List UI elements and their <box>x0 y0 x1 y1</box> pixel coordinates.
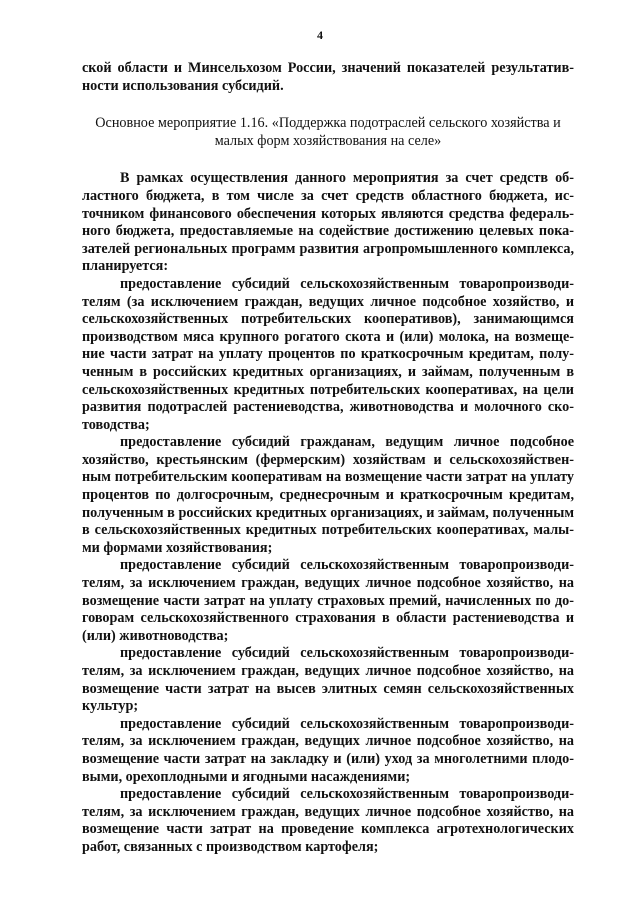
continuation-paragraph: ской области и Минсельхозом России, значений показателей результативности использования субсидий. <box>82 60 574 94</box>
list-item-paragraph: предоставление субсидий гражданам, ведущим личное подсобное хозяйство, крестьянским (фермерским) хозяйствам и сельскохозяйственным потребительским кооперативам на возмещение части затрат на уплату процентов по долгосрочным, среднесрочным и краткосрочным кредитам, полученным в российских кредитных организациях, и займам, полученным в сельскохозяйственных кредитных потребительских кооперативах, малыми формами хозяйствования; <box>82 434 574 556</box>
document-body <box>82 60 574 857</box>
list-item-paragraph: предоставление субсидий сельскохозяйственным товаропроизводителям, за исключением граждан, ведущих личное подсобное хозяйство, на возмещение части затрат на проведение комплекса агротехнологических работ, связанных с производством картофеля; <box>82 786 574 855</box>
list-item-paragraph: предоставление субсидий сельскохозяйственным товаропроизводителям, за исключением граждан, ведущих личное подсобное хозяйство, на возмещение части затрат на уплату страховых премий, начисленных по договорам сельскохозяйственного страхования в области растениеводства и (или) животноводства; <box>82 557 574 644</box>
page-number: 4 <box>317 28 323 42</box>
intro-paragraph: В рамках осуществления данного мероприятия за счет средств областного бюджета, в том числе за счет средств областного бюджета, источником финансового обеспечения которых являются средства федерального бюджета, предоставляемые на содействие достижению целевых показателей региональных программ развития агропромышленного комплекса, планируется: <box>82 170 574 275</box>
list-item-paragraph: предоставление субсидий сельскохозяйственным товаропроизводителям, за исключением граждан, ведущих личное подсобное хозяйство, на возмещение части затрат на высев элитных семян сельскохозяйственных культур; <box>82 645 574 715</box>
list-item-paragraph: предоставление субсидий сельскохозяйственным товаропроизводителям (за исключением граждан, ведущих личное подсобное хозяйство, и сельскохозяйственных потребительских кооперативов), занимающимся производством мяса крупного рогатого скота и (или) молока, на возмещение части затрат на уплату процентов по краткосрочным кредитам, полученным в российских кредитных организациях, и займам, полученным в сельскохозяйственных кредитных потребительских кооперативах, на цели развития подотраслей растениеводства, животноводства и молочного скотоводства; <box>82 275 574 433</box>
section-heading: Основное мероприятие 1.16. «Поддержка подотраслей сельского хозяйства и малых форм хозяйствования на селе» <box>95 115 561 149</box>
list-item-paragraph: предоставление субсидий сельскохозяйственным товаропроизводителям, за исключением граждан, ведущих личное подсобное хозяйство, на возмещение части затрат на закладку и (или) уход за многолетними плодовыми, орехоплодными и ягодными насаждениями; <box>82 715 574 785</box>
